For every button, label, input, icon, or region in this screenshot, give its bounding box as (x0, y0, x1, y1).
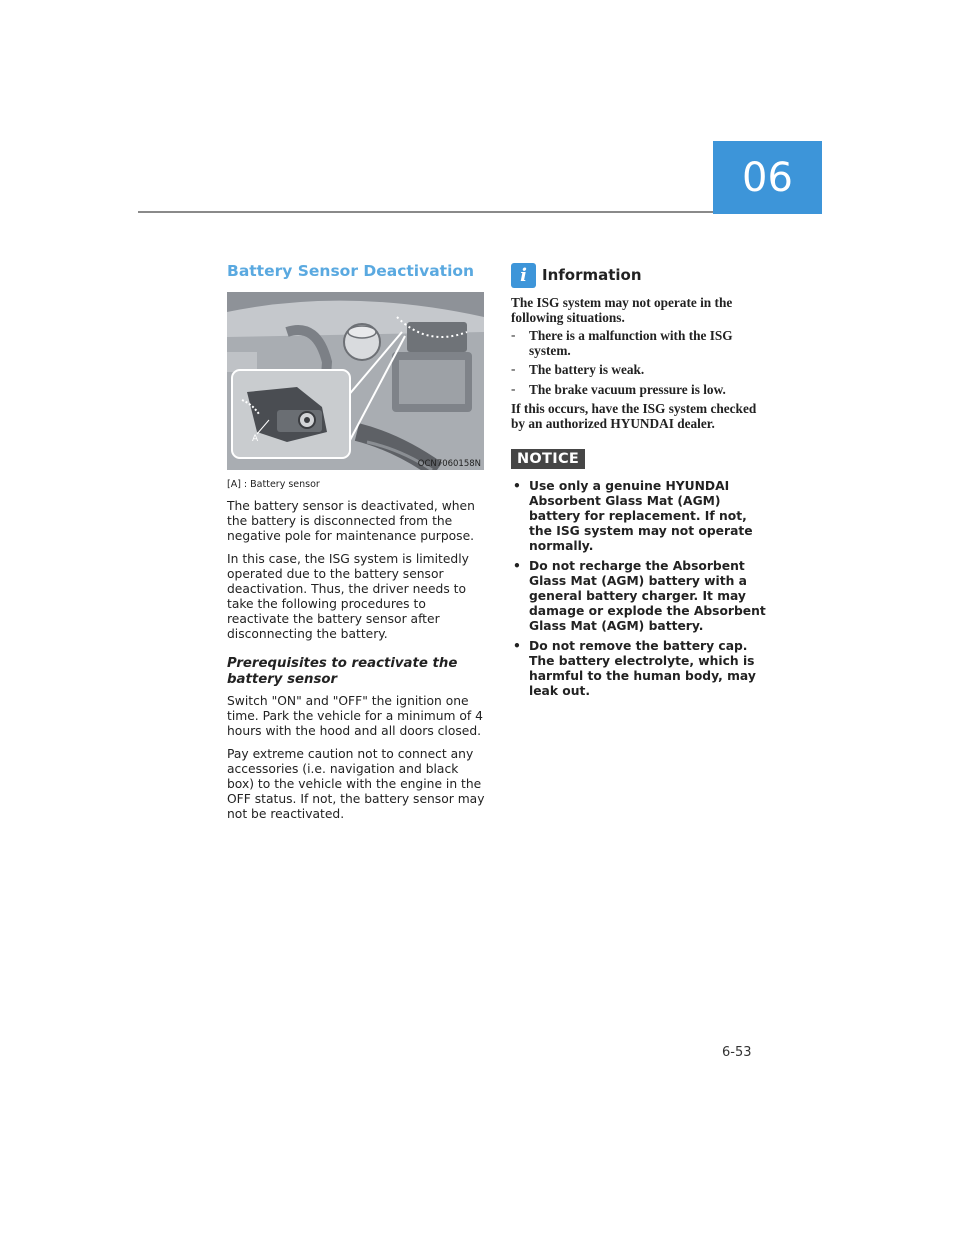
info-icon: i (511, 263, 536, 288)
body-paragraph: The battery sensor is deactivated, when the battery is disconnected from the negative pole for maintenance purpose. (227, 499, 475, 543)
list-item: - The battery is weak. (511, 363, 773, 378)
information-list (511, 329, 773, 397)
subheading: Prerequisites to reactivate the battery sensor (227, 656, 458, 687)
chapter-tab (713, 141, 822, 214)
header-rule (138, 211, 713, 213)
chapter-number: 06 (742, 154, 793, 201)
information-intro: The ISG system may not operate in the following situations. (511, 295, 733, 325)
figure-code: OCN7060158N (417, 459, 481, 469)
battery-sensor-figure (227, 292, 484, 470)
section-title: Battery Sensor Deactivation (227, 262, 475, 280)
figure-callout-a: A (252, 434, 259, 444)
list-item: - There is a malfunction with the ISG system. (511, 329, 773, 358)
figure-caption: [A] : Battery sensor (227, 479, 320, 490)
page-number: 6-53 (722, 1045, 752, 1060)
list-item: • Do not remove the battery cap. The battery electrolyte, which is harmful to the human body, may leak out. (511, 639, 773, 699)
information-outro: If this occurs, have the ISG system checked by an authorized HYUNDAI dealer. (511, 401, 757, 431)
list-item: • Do not recharge the Absorbent Glass Mat (AGM) battery with a general battery charger. It may damage or explode the Absorbent Glass Mat (AGM) battery. (511, 559, 773, 634)
notice-badge: NOTICE (511, 449, 585, 469)
engine-bay-illustration (227, 292, 484, 470)
notice-list (511, 479, 773, 699)
body-paragraph: Switch "ON" and "OFF" the ignition one time. Park the vehicle for a minimum of 4 hours with the hood and all doors closed. (227, 694, 483, 738)
left-column (227, 262, 487, 830)
body-paragraph: In this case, the ISG system is limitedly operated due to the battery sensor deactivation. Thus, the driver needs to take the following procedures to reactivate the battery sensor after disconnecting the battery. (227, 552, 469, 641)
information-header (511, 262, 773, 288)
information-title: Information (542, 266, 642, 284)
list-item: • Use only a genuine HYUNDAI Absorbent Glass Mat (AGM) battery for replacement. If not, the ISG system may not operate normally. (511, 479, 773, 554)
list-item: - The brake vacuum pressure is low. (511, 383, 773, 398)
body-paragraph: Pay extreme caution not to connect any accessories (i.e. navigation and black box) to the vehicle with the engine in the OFF status. If not, the battery sensor may not be reactivated. (227, 747, 485, 821)
right-column (511, 262, 773, 704)
